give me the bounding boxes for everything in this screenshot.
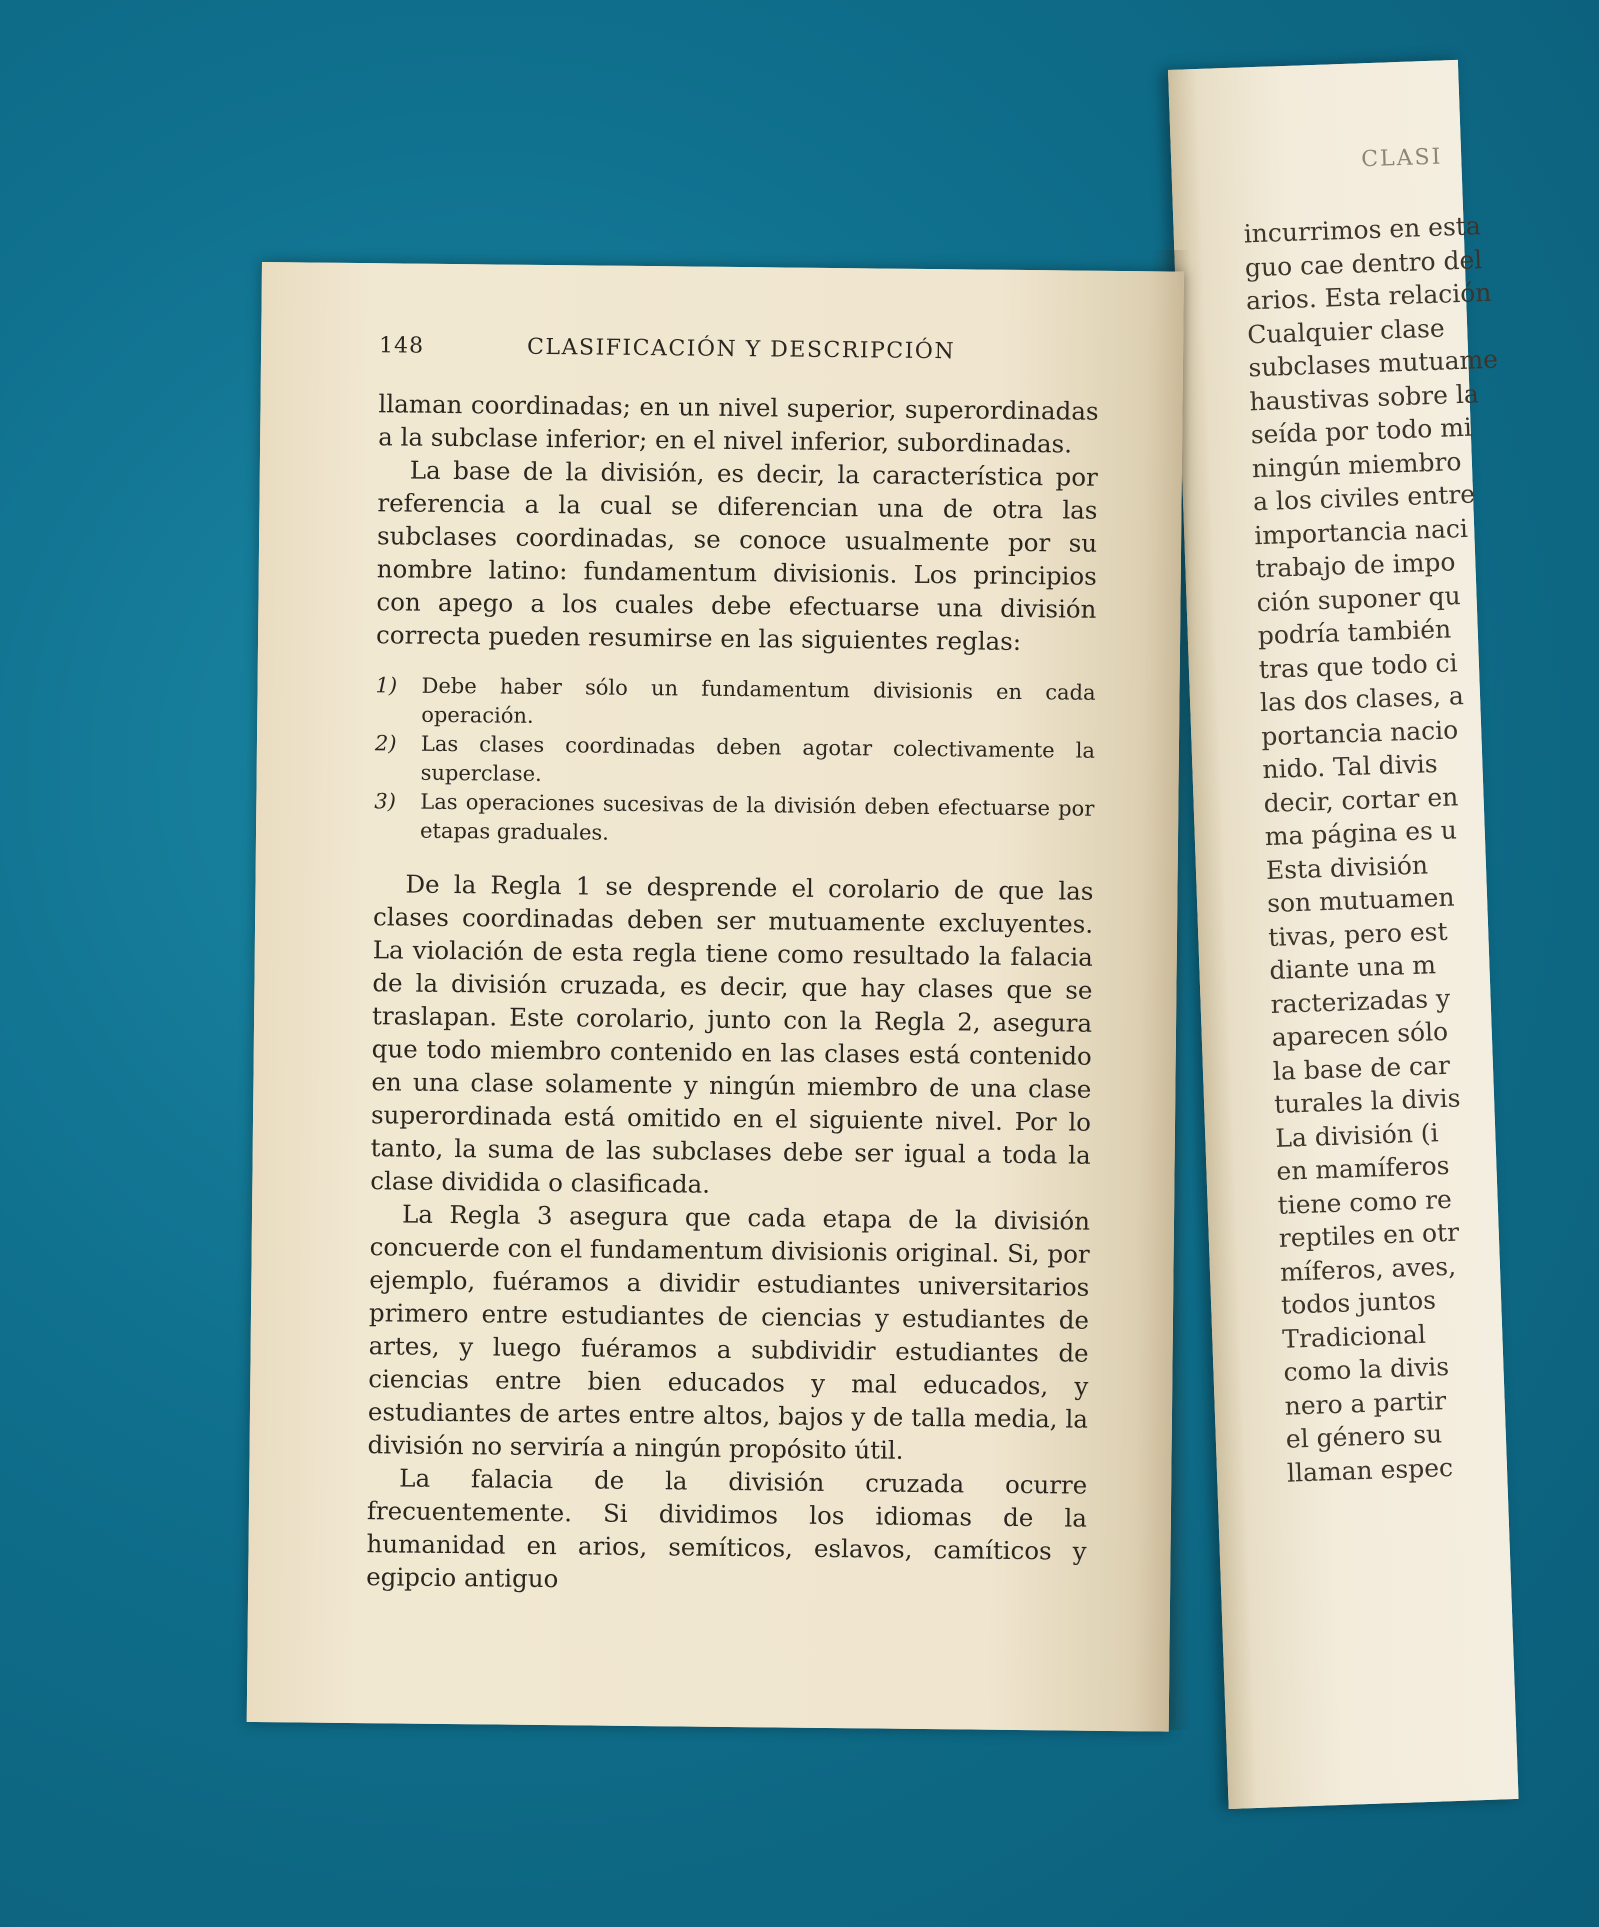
right-page-line: seída por todo mi bbox=[1250, 412, 1473, 450]
right-page-line: en mamíferos bbox=[1275, 1150, 1450, 1186]
right-page-line: Cualquier clase bbox=[1246, 313, 1446, 349]
rule-item bbox=[374, 787, 1095, 853]
right-page-line: portancia nacio bbox=[1260, 714, 1459, 751]
rules-list bbox=[374, 671, 1096, 853]
right-page-line: decir, cortar en bbox=[1263, 781, 1459, 818]
right-page-line: importancia naci bbox=[1253, 513, 1469, 550]
right-page bbox=[1168, 60, 1519, 1809]
rule-item bbox=[375, 729, 1096, 795]
right-page-line: como la divis bbox=[1283, 1351, 1450, 1387]
right-page-line: incurrimos en esta bbox=[1243, 211, 1482, 249]
rule-number: 1) bbox=[375, 673, 398, 698]
right-page-line: haustivas sobre la bbox=[1249, 378, 1480, 416]
rule-item bbox=[375, 671, 1096, 737]
right-page-line: arios. Esta relación bbox=[1245, 277, 1492, 316]
right-page-line: nero a partir bbox=[1284, 1385, 1447, 1421]
right-page-line: ningún miembro bbox=[1251, 446, 1462, 483]
right-page-line: Esta división bbox=[1265, 849, 1429, 885]
body-text bbox=[366, 387, 1099, 1600]
paragraph: La Regla 3 asegura que cada etapa de la división concuerde con el fundamentum divisionis original. Si, por ejemplo, fuéramos a dividir estudiantes universitarios primero entre estudiantes de ciencias y estudiantes de artes, y luego fuéramos a subdividir estudiantes de ciencias entre bien educados y mal educados, y estudiantes de artes entre altos, bajos y de talla media, la división no serviría a ningún propósito útil. bbox=[367, 1199, 1091, 1465]
right-page-line: son mutuamen bbox=[1266, 882, 1455, 919]
rule-text: Debe haber sólo un fundamentum divisionis en cada operación. bbox=[421, 673, 1096, 728]
right-page-line: Tradicional bbox=[1281, 1319, 1427, 1354]
right-page-text bbox=[1243, 207, 1587, 1490]
right-page-line: turales la divis bbox=[1273, 1083, 1461, 1119]
right-page-line: subclases mutuame bbox=[1247, 344, 1499, 383]
right-page-line: la base de car bbox=[1272, 1050, 1451, 1086]
paragraph: La falacia de la división cruzada ocurre frecuentemente. Si dividimos los idiomas de la humanidad en arios, semíticos, eslavos, camíticos y egipcio antiguo bbox=[366, 1463, 1088, 1594]
chapter-title: CLASIFICACIÓN Y DESCRIPCIÓN bbox=[526, 334, 956, 365]
right-page-line: racterizadas y bbox=[1270, 983, 1451, 1019]
right-page-line: ma página es u bbox=[1264, 815, 1458, 852]
right-page-line: trabajo de impo bbox=[1254, 547, 1456, 584]
right-page-line: nido. Tal divis bbox=[1261, 749, 1439, 785]
paragraph: llaman coordinadas; en un nivel superior, superordinadas a la subclase inferior; en el nivel inferior, subordinadas. bbox=[378, 389, 1099, 459]
right-page-line: a los civiles entre bbox=[1252, 479, 1476, 517]
right-page-line: las dos clases, a bbox=[1259, 681, 1465, 718]
right-page-line: míferos, aves, bbox=[1279, 1251, 1457, 1287]
left-page bbox=[247, 262, 1184, 1732]
right-page-line: tras que todo ci bbox=[1258, 647, 1458, 684]
paragraph: De la Regla 1 se desprende el corolario de que las clases coordinadas deben ser mutuamente excluyentes. La violación de esta regla tiene como resultado la falacia de la división cruzada, es decir, que hay clases que se traslapan. Este corolario, junto con la Regla 2, asegura que todo miembro contenido en las clases está contenido en una clase solamente y ningún miembro de una clase superordinada está omitido en el siguiente nivel. Por lo tanto, la suma de las subclases debe ser igual a toda la clase dividida o clasificada. bbox=[370, 869, 1094, 1199]
right-running-head: CLASI bbox=[1360, 144, 1443, 173]
right-page-line: ción suponer qu bbox=[1256, 580, 1461, 617]
page-number: 148 bbox=[378, 333, 425, 359]
right-page-line: tivas, pero est bbox=[1267, 916, 1448, 952]
paragraph: La base de la división, es decir, la característica por referencia a la cual se diferencian una de otra las subclases coordinadas, se conoce usualmente por su nombre latino: fundamentum divisionis. Los principios con apego a los cuales debe efectuarse una división correcta pueden resumirse en las siguientes reglas: bbox=[375, 455, 1098, 656]
rule-number: 2) bbox=[374, 731, 397, 756]
right-page-line: tiene como re bbox=[1277, 1184, 1453, 1220]
running-head bbox=[379, 333, 1065, 376]
right-page-line: reptiles en otr bbox=[1278, 1217, 1460, 1253]
right-page-line: todos juntos bbox=[1280, 1285, 1437, 1320]
right-page-line: podría también bbox=[1257, 614, 1452, 651]
right-page-line: diante una m bbox=[1268, 950, 1437, 985]
right-page-line: guo cae dentro del bbox=[1244, 244, 1483, 282]
rule-text: Las clases coordinadas deben agotar colectivamente la superclase. bbox=[420, 731, 1096, 786]
right-page-line: el género su bbox=[1285, 1419, 1443, 1454]
rule-number: 3) bbox=[374, 789, 397, 814]
rule-text: Las operaciones sucesivas de la división deben efectuarse por etapas graduales. bbox=[419, 789, 1095, 845]
right-page-line: llaman espec bbox=[1286, 1452, 1454, 1488]
right-page-line: aparecen sólo bbox=[1271, 1016, 1449, 1052]
right-page-line: La división (i bbox=[1274, 1117, 1439, 1153]
